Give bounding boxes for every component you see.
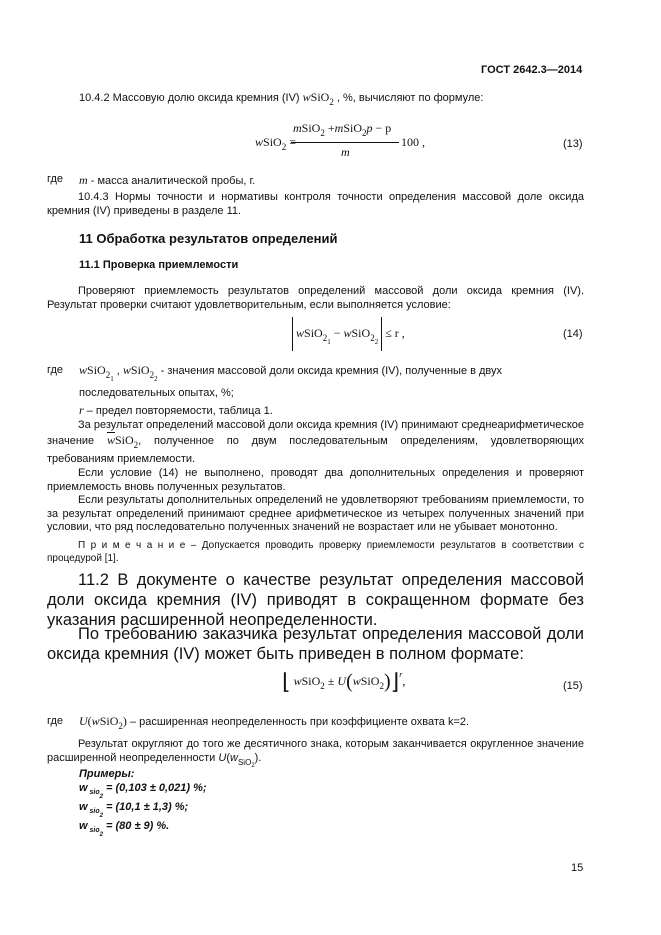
formula-14: wSiO$_{21}$ − wSiO$_{22}$ ≤ r ,: [292, 317, 405, 353]
where-m: m - масса аналитической пробы, г.: [79, 173, 256, 187]
r-definition: r – предел повторяемости, таблица 1.: [79, 403, 273, 417]
formula-13: wSiO$_2$ mSiO$_2$ +mSiO$_2$p − p m 100 ,: [255, 121, 425, 159]
formula-14-number: (14): [563, 328, 583, 340]
paragraph-mean: За результат определений массовой доли оксида кремния (IV) принимают среднеарифметическое значение $\overline{w}SiO_2$, полученное по двум последовательным определениям, удовлетворяющих требованиям приемлемости.: [47, 419, 584, 465]
formula-15-number: (15): [563, 680, 583, 692]
document-code: ГОСТ 2642.3—2014: [481, 64, 583, 76]
clause-11-2: 11.2 В документе о качестве результат определения массовой доли оксида кремния (IV) приводят в сокращенном формате без указания расширенной неопределенности.: [47, 571, 584, 629]
formula-15: ⌊ wSiO$_2$ ± U(wSiO$_2$)⌋$^r$,: [282, 669, 406, 694]
section-11-title: 11 Обработка результатов определений: [79, 231, 338, 246]
page: ГОСТ 2642.3—2014 10.4.2 Массовую долю оксида кремния (IV) wSiO$_2$ , %, вычисляют по формуле: wSiO$_2$ mSiO$_2$ +mSiO$_2$p − p m 100 , (13) где m - масса аналитической пробы, г. 10.4.3 Нормы точности и нормативы контроля точности определения массовой доле оксида кремния (IV) приведены в разделе 11. 11 Обработка результатов определений 11.1 Проверка приемлемости Проверяют приемлемость результатов определений массовой доли оксида кремния (IV). Результат проверки считают удовлетворительным, если выполняется условие: wSiO$_{21}$ − wSiO$_{22}$ ≤ r , (14) где wSiO$_{21}$ , wSiO$_{22}$ - значения массовой доли оксида кремния (IV), полученные в двух последовательных опытах, %; r – предел повторяемости, таблица 1. За результат определений массовой доли оксида кремния (IV) принимают среднеарифметическое значение $\overline{w}SiO_2$, полученное по двум последовательным определениям, удовлетворяющих требованиям приемлемости. Если условие (14) не выполнено, проводят два дополнительных определения и проверяют приемлемость вновь полученных результатов. Если результаты дополнительных определений не удовлетворяют требованиям приемлемости, то за результат определений принимают среднее арифметическое из четырех полученных значений при условии, что ряд последовательно полученных значений не возрастает или не убывает монотонно. П р и м е ч а н и е – Допускается проводить проверку приемлемости результатов в соответствии с процедурой [1]. 11.2 В документе о качестве результат определения массовой доли оксида кремния (IV) приводят в сокращенном формате без указания расширенной неопределенности. По требованию заказчика результат определения массовой доли оксида кремния (IV) может быть приведен в полном формате: ⌊ wSiO$_2$ ± U(wSiO$_2$)⌋$^r$, (15) где U(wSiO$_2$) – расширенная неопределенность при коэффициенте охвата k=2. Результат округляют до того же десятичного знака, которым заканчивается округленное значение расширенной неопределенности $U(w_{SiO2})$. Примеры: w $_{sio2}$ = (0,103 ± 0,021) %; w $_{sio2}$ = (10,1 ± 1,3) %; w $_{sio2}$ = (80 ± 9) %. 15: [47, 64, 584, 874]
example-item: w $_{sio2}$ = (0,103 ± 0,021) %;: [79, 782, 207, 800]
clause-10-4-3: 10.4.3 Нормы точности и нормативы контроля точности определения массовой доле оксида кремния (IV) приведены в разделе 11.: [47, 191, 584, 217]
paragraph-if-not: Если условие (14) не выполнено, проводят два дополнительных определения и проверяют приемлемость вновь полученных результатов.: [47, 467, 584, 493]
paragraph-if-additional: Если результаты дополнительных определений не удовлетворяют требованиям приемлемости, то за результат определений принимают среднее арифметическое из четырех полученных значений при условии, что ряд последовательно полученных значений не возрастает или не убывает монотонно.: [47, 494, 584, 533]
examples-title: Примеры:: [79, 768, 135, 780]
where-u: U(wSiO$_2$) – расширенная неопределенность при коэффициенте охвата k=2.: [79, 714, 470, 731]
page-number: 15: [571, 862, 584, 874]
section-11-1-title: 11.1 Проверка приемлемости: [79, 259, 239, 271]
paragraph-full-format: По требованию заказчика результат определения массовой доли оксида кремния (IV) может быть приведен в полном формате:: [47, 625, 584, 663]
formula-13-number: (13): [563, 138, 583, 150]
note: П р и м е ч а н и е – Допускается проводить проверку приемлемости результатов в соответствии с процедурой [1].: [47, 540, 584, 564]
clause-10-4-2: 10.4.2 Массовую долю оксида кремния (IV) wSiO$_2$ , %, вычисляют по формуле:: [79, 90, 484, 107]
paragraph-rounding: Результат округляют до того же десятичного знака, которым заканчивается округленное значение расширенной неопределенности $U(w_{SiO2})$.: [47, 738, 584, 769]
paragraph-check: Проверяют приемлемость результатов определений массовой доли оксида кремния (IV). Результат проверки считают удовлетворительным, если выполняется условие:: [47, 285, 584, 311]
example-item: w $_{sio2}$ = (80 ± 9) %.: [79, 820, 170, 838]
example-item: w $_{sio2}$ = (10,1 ± 1,3) %;: [79, 801, 189, 819]
fraction-line: [291, 142, 399, 143]
where-w1-w2: wSiO$_{21}$ , wSiO$_{22}$ - значения массовой доли оксида кремния (IV), полученные в двух последовательных опытах, %;: [79, 363, 503, 399]
